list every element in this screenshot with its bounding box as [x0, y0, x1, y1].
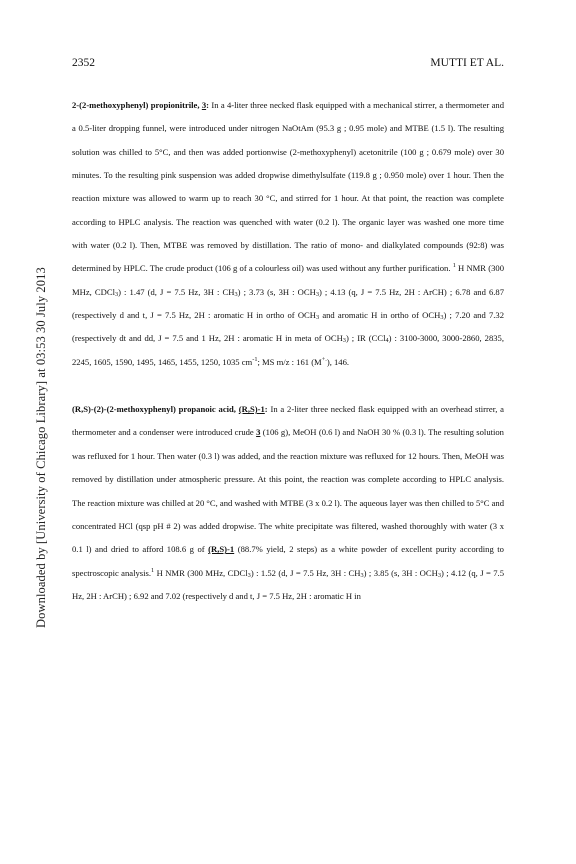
spectral-text: ) ; IR (CCl — [345, 333, 386, 344]
spectral-text: ) : 3100-3000, 3000-2860, 2835, 2245, 1605, 1590, 1495, 1465, 1455, 1250, 1035 cm — [72, 333, 504, 367]
subscript: 3 — [234, 290, 238, 298]
spectral-text: ) ; 3.85 (s, 3H : OCH — [363, 567, 438, 578]
procedure-text: (106 g), MeOH (0.6 l) and NaOH 30 % (0.3 l). The resulting solution was refluxed for 1 hour. Then water (0.3 l) was added, and the reaction mixture was refluxed for 12 hours. Then, MeOH was removed by distillation under atmospheric pressure. At this point, the reaction was complete according to HPLC analysis. The reaction mixture was chilled at 20 °C, and washed with MTBE (3 x 0.2 l). The aqueous layer was then chilled to 5°C and concentrated HCl (qsp pH # 2) was added dropwise. The white precipitate was filtered, washed thoroughly with water (3 x 0.1 l) and dried to afford 108.6 g of — [72, 427, 504, 555]
compound-reference: (R,S)-1 — [208, 544, 235, 555]
subscript: 3 — [315, 290, 319, 298]
compound-heading: 2-(2-methoxyphenyl) propionitrile, — [72, 100, 202, 110]
download-watermark — [6, 108, 48, 628]
procedure-text: In a 4-liter three necked flask equipped with a mechanical stirrer, a thermometer and a 0.5-liter dropping funnel, were introduced under nitrogen NaOtAm (95.3 g ; 0.95 mole) and MTBE (1.5 l). The resulting solution was chilled to 5°C, and then was added portionwise (2-methoxyphenyl) acetonitrile (100 g ; 0.679 mole) over 30 minutes. To the resulting pink suspension was added dropwise dimethylsulfate (119.8 g ; 0.950 mole) over 1 hour. Then the reaction mixture was allowed to warm up to reach 30 °C, and stirred for 1 hour. At that point, the reaction was complete according to HPLC analysis. The reaction was quenched with water (0.2 l). The organic layer was washed one more time with water (0.2 l). Then, MTBE was removed by distillation. The ratio of mono- and dialkylated compounds (92:8) was determined by HPLC. The crude product (106 g of a colourless oil) was used without any further purification. — [72, 100, 504, 274]
spectral-text: ) ; 3.73 (s, 3H : OCH — [237, 286, 316, 297]
subscript: 3 — [114, 290, 119, 298]
procedure-text: In a 2-liter three necked flask equipped with an overhead stirrer, a thermometer and a condenser were introduced crude — [72, 404, 504, 438]
spectral-text: ), 146. — [326, 356, 350, 367]
download-watermark-text: Downloaded by [University of Chicago Library] at 03:53 30 July 2013 — [34, 267, 48, 628]
spectral-text: ) ; 7.20 and 7.32 (respectively dt and dd, J = 7.5 and 1 Hz, 2H : aromatic H in meta of OCH — [72, 310, 504, 344]
compound-heading: (R,S)-(2)-(2-methoxyphenyl) propanoic acid, — [72, 404, 239, 415]
compound-number: (R,S)-1 — [238, 404, 265, 415]
subscript: 3 — [247, 571, 251, 579]
heading-colon: : — [206, 100, 209, 110]
spectral-text: ; MS m/z : 161 (M — [257, 356, 322, 367]
page-content — [72, 94, 504, 608]
superscript: -1 — [252, 355, 258, 363]
compound-number: 3 — [201, 100, 207, 110]
spectral-text: ) : 1.47 (d, J = 7.5 Hz, 3H : CH — [118, 286, 235, 297]
heading-colon: : — [264, 404, 268, 415]
spectral-text: ) : 1.52 (d, J = 7.5 Hz, 3H : CH — [250, 567, 361, 578]
superscript: +. — [321, 355, 327, 363]
subscript: 3 — [342, 337, 346, 345]
subscript: 4 — [385, 337, 389, 345]
spectral-text: H NMR (300 MHz, CDCl — [72, 263, 504, 297]
spectral-text: ) ; 4.12 (q, J = 7.5 Hz, 2H : ArCH) ; 6.92 and 7.02 (respectively d and t, J = 7.5 Hz, 2H : aromatic H in — [72, 567, 504, 601]
running-head: MUTTI ET AL. — [430, 57, 504, 69]
procedure-text: (88.7% yield, 2 steps) as a white powder of excellent purity according to spectroscopic analysis. — [72, 544, 504, 578]
subscript: 3 — [360, 571, 364, 579]
page-number: 2352 — [72, 57, 95, 69]
subscript: 3 — [315, 314, 320, 322]
subscript: 3 — [440, 314, 444, 322]
experimental-paragraph-propionitrile — [72, 94, 504, 374]
experimental-paragraph-propanoic-acid — [72, 398, 504, 608]
subscript: 3 — [437, 571, 441, 579]
nmr-superscript: 1 — [151, 566, 155, 574]
page-header — [72, 57, 504, 73]
spectral-text: and aromatic H in ortho of OCH — [319, 310, 441, 321]
nmr-superscript: 1 — [452, 262, 456, 270]
spectral-text: H NMR (300 MHz, CDCl — [154, 567, 248, 578]
spectral-text: ) ; 4.13 (q, J = 7.5 Hz, 2H : ArCH) ; 6.78 and 6.87 (respectively d and t, J = 7.5 Hz, 2H : aromatic H in ortho of OCH — [72, 286, 504, 321]
compound-reference: 3 — [256, 427, 261, 438]
